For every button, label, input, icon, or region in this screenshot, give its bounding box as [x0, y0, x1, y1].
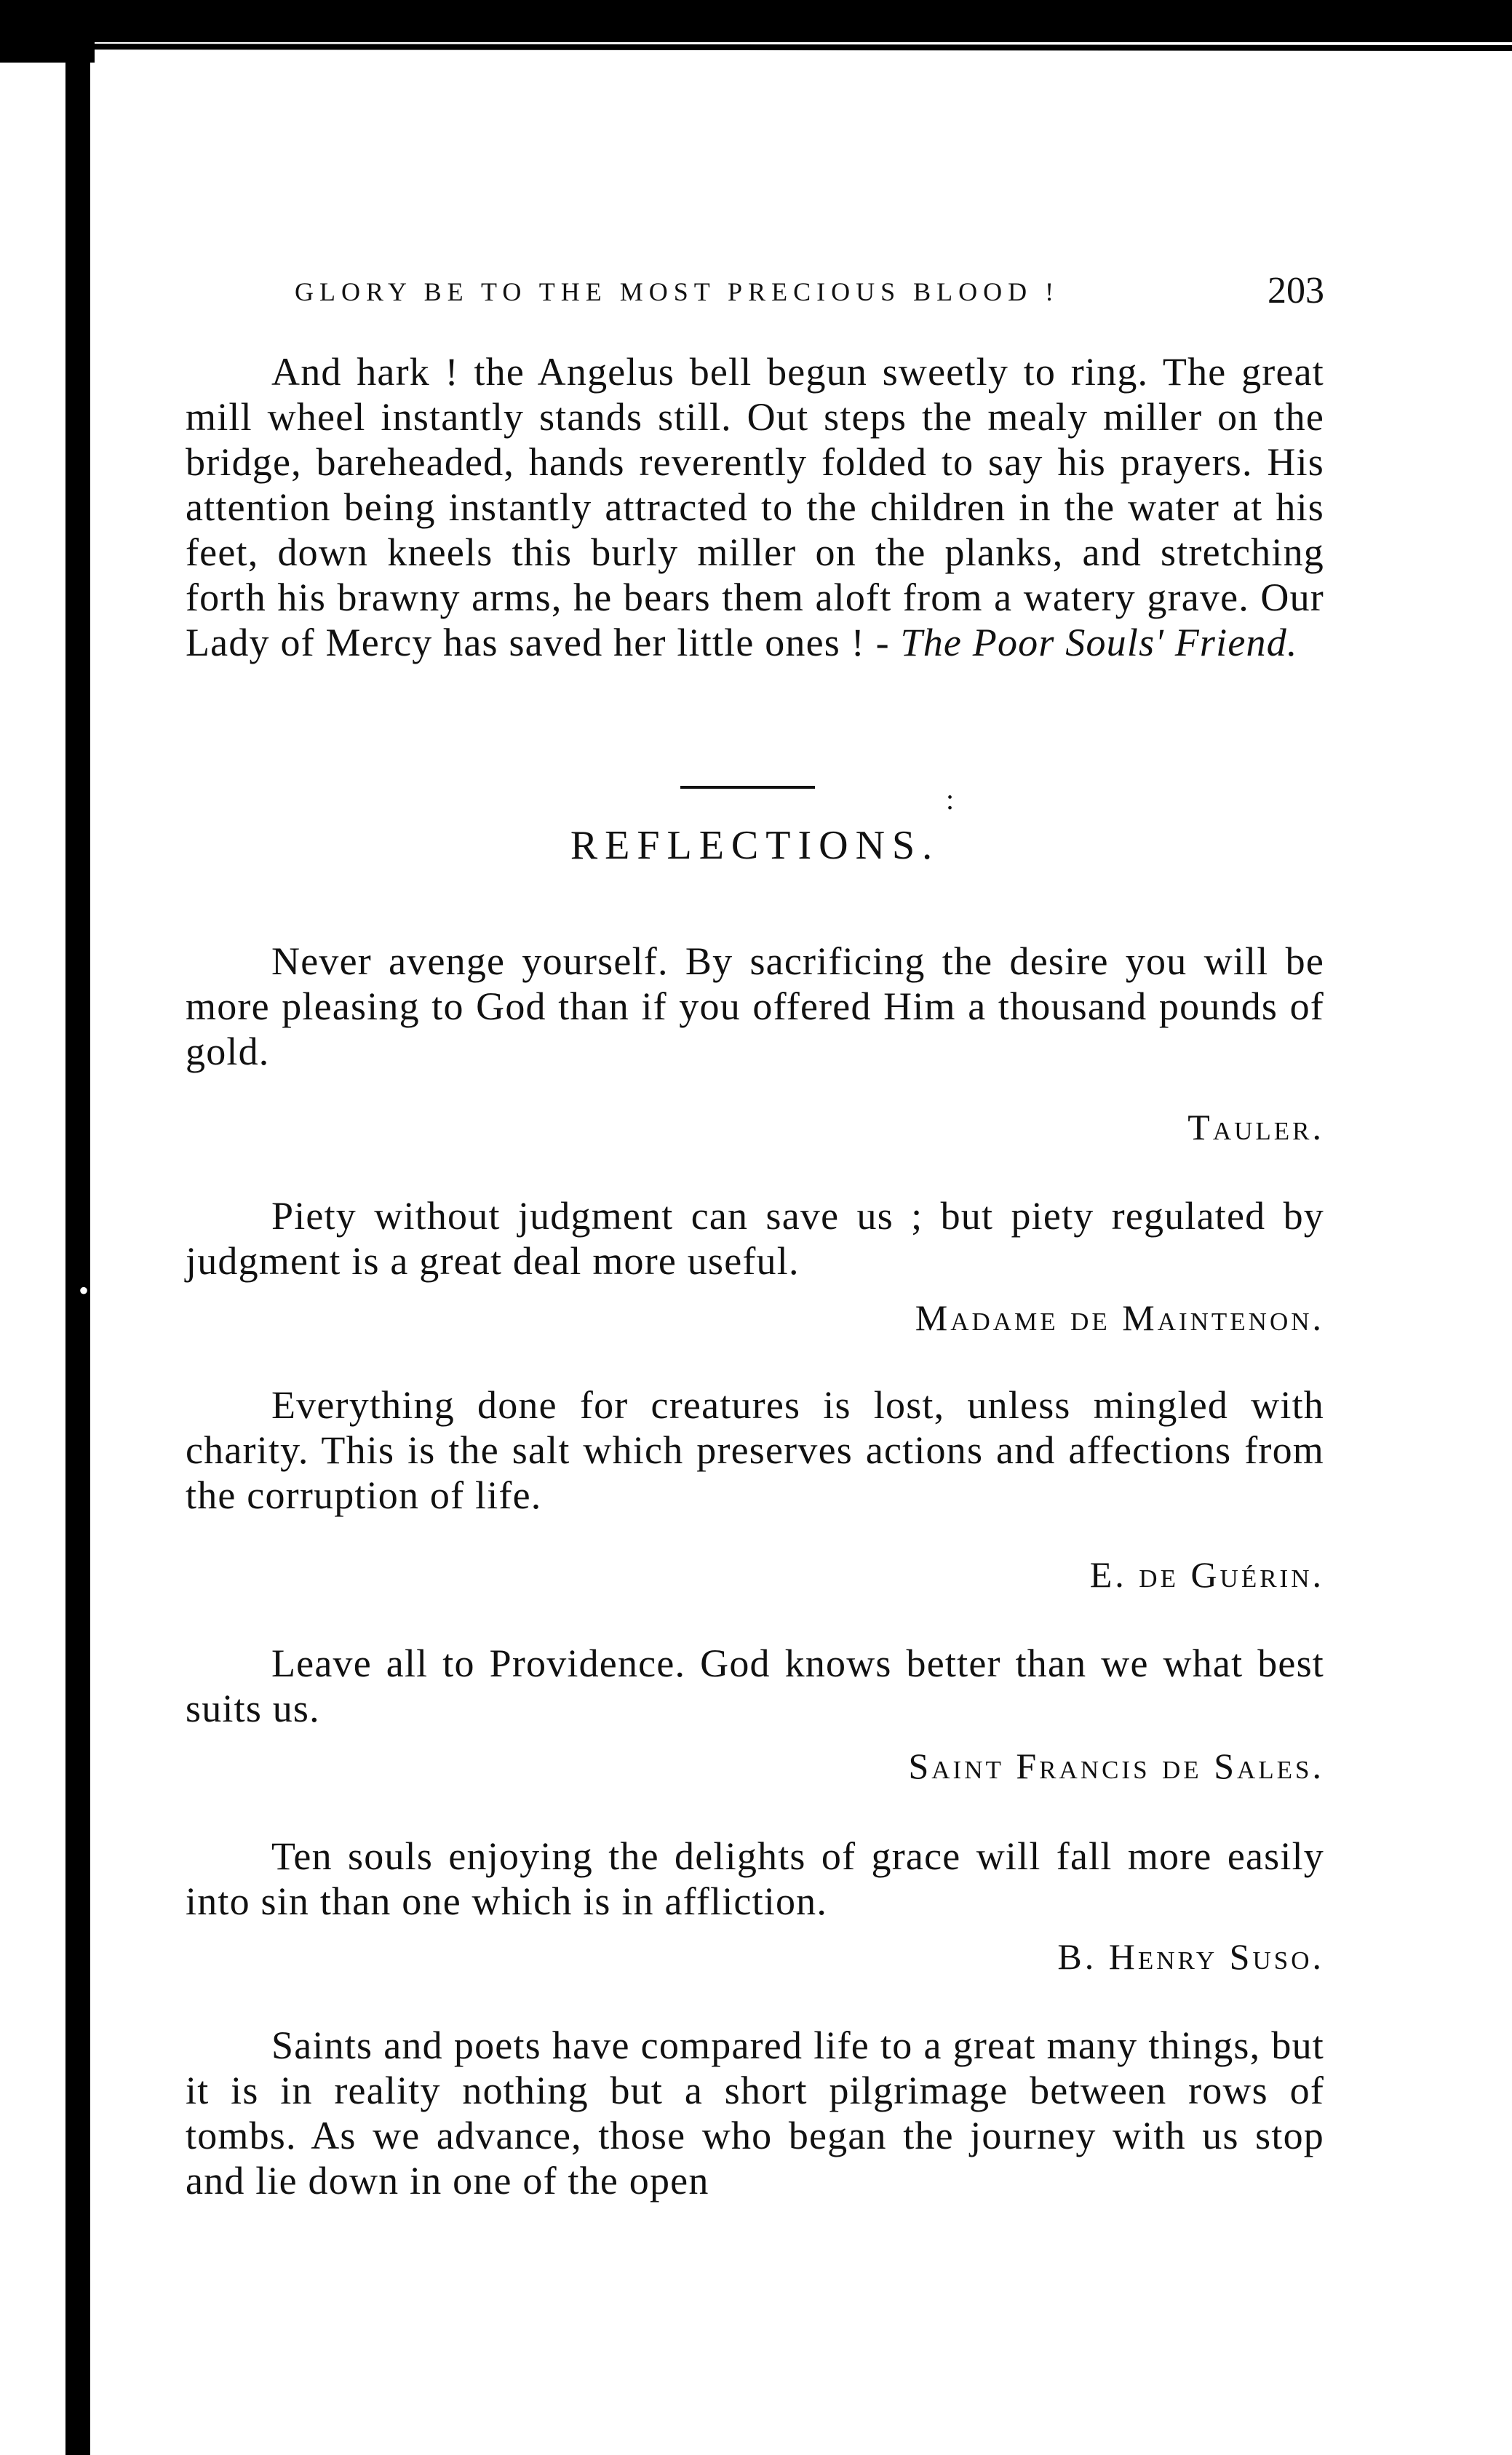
reflection-text: Leave all to Providence. God knows better than we what best suits us. [186, 1642, 1324, 1730]
reflection-author: Tauler. [1187, 1107, 1324, 1147]
opening-paragraph-text: And hark ! the Angelus bell begun sweetly to ring. The great mill wheel instantly stands still. Out steps the mealy miller on the bridge, bareheaded, hands reverently folded to say his prayers. His attention being instantly attracted to the children in the water at his feet, down kneels this burly miller on the planks, and stretching forth his brawny arms, he bears them aloft from a watery grave. Our Lady of Mercy has saved her little ones ! - [186, 350, 1324, 664]
scan-border-left [65, 49, 90, 2455]
reflection-text: Piety without judgment can save us ; but piety regulated by judgment is a great deal more useful. [186, 1194, 1324, 1283]
reflection-author: Saint Francis de Sales. [908, 1746, 1324, 1786]
reflection-text: Ten souls enjoying the delights of grace will fall more easily into sin than one which is in affliction. [186, 1834, 1324, 1923]
page-number: 203 [1268, 270, 1324, 311]
reflection-text: Everything done for creatures is lost, unless mingled with charity. This is the salt which preserves actions and affections from the corruption of life. [186, 1383, 1324, 1517]
scan-border-rule [0, 44, 1512, 51]
reflection-author: Madame de Maintenon. [915, 1297, 1324, 1338]
reflection-author: E. de Guérin. [1089, 1554, 1324, 1595]
source-citation: The Poor Souls' Friend. [900, 621, 1298, 664]
reflection-text: Saints and poets have compared life to a great many things, but it is in reality nothing but a short pilgrimage between rows of tombs. As we advance, those who began the journey with us stop and lie down in one of the open [186, 2024, 1324, 2203]
running-head [186, 269, 1324, 320]
section-heading: REFLECTIONS. [570, 823, 940, 868]
stray-mark: : [946, 783, 955, 816]
running-title: GLORY BE TO THE MOST PRECIOUS BLOOD ! [295, 277, 1060, 306]
reflection-text: Never avenge yourself. By sacrificing the desire you will be more pleasing to God than if you offered Him a thousand pounds of gold. [186, 939, 1324, 1073]
reflection-author: B. Henry Suso. [1057, 1936, 1324, 1977]
opening-paragraph [186, 349, 1324, 665]
scan-border-top [0, 0, 1512, 42]
stray-mark: • [79, 1274, 89, 1307]
section-divider [680, 786, 815, 789]
